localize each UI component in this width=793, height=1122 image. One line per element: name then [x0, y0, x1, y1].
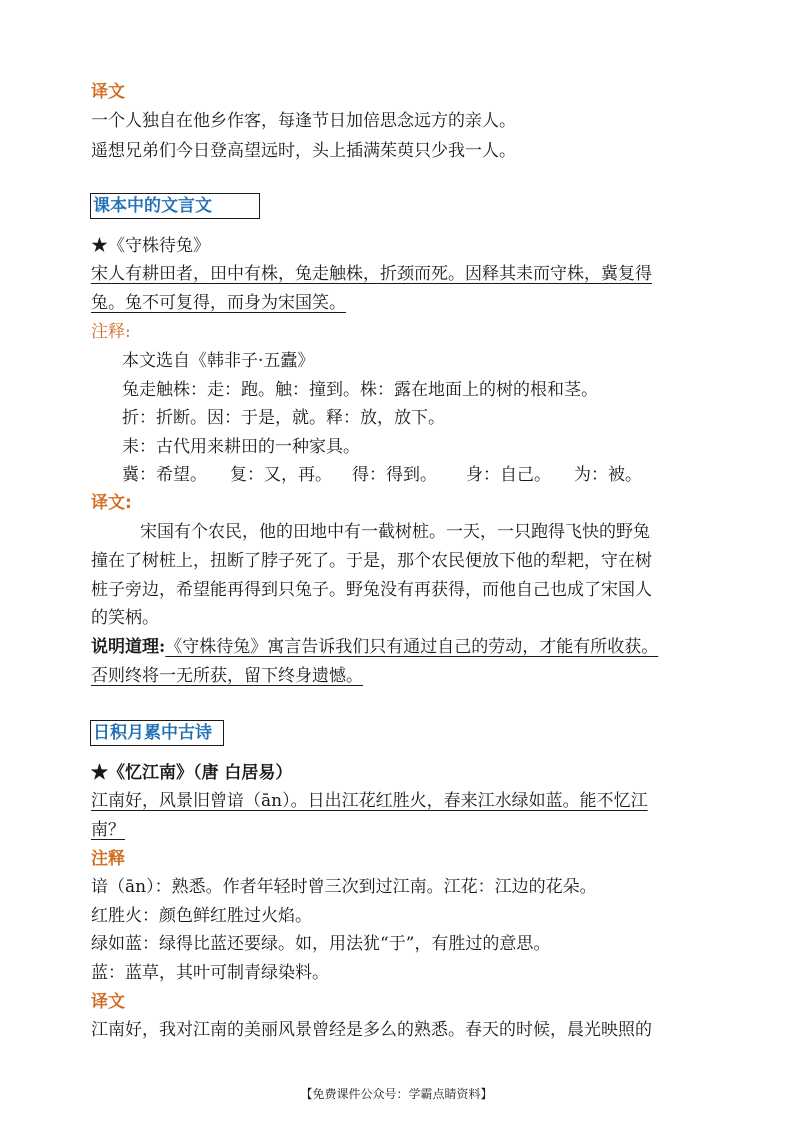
note-line: 蓝：蓝草，其叶可制青绿染料。: [91, 963, 329, 983]
note-line: 耒：古代用来耕田的一种家具。: [122, 437, 360, 457]
translation-line: 宋国有个农民，他的田地中有一截树桩。一天，一只跑得飞快的野兔: [140, 522, 650, 542]
fable-text-line: 宋人有耕田者，田中有株，兔走触株，折颈而死。因释其耒而守株，冀复得: [91, 264, 652, 284]
note-line: 本文选自《韩非子·五蠹》: [122, 351, 315, 371]
translation-heading: 译文: [91, 992, 125, 1012]
note-line: 绿如蓝：绿得比蓝还要绿。如，用法犹“于”，有胜过的意思。: [91, 934, 551, 954]
note-line: 红胜火：颜色鲜红胜过火焰。: [91, 906, 312, 926]
moral-line: 否则终将一无所获，留下终身遗憾。: [91, 666, 363, 686]
moral-line: [91, 635, 658, 659]
section-title-box: 课本中的文言文: [90, 193, 260, 219]
gloss-item: 身：自己。: [466, 465, 551, 485]
fable-text-line: 兔。兔不可复得，而身为宋国笑。: [91, 293, 346, 313]
translation-line: 江南好，我对江南的美丽风景曾经是多么的熟悉。春天的时候，晨光映照的: [91, 1020, 652, 1040]
note-line: 兔走触株：走：跑。触：撞到。株：露在地面上的树的根和茎。: [122, 380, 598, 400]
footer-text: 【免费课件公众号：学霸点睛资料】: [300, 1087, 493, 1101]
notes-heading: 注释:: [91, 322, 131, 342]
fable-title: ★《守株待兔》: [91, 236, 210, 256]
gloss-row: [122, 463, 642, 487]
note-line: 谙（ān）：熟悉。作者年轻时曾三次到过江南。江花：江边的花朵。: [91, 877, 597, 897]
gloss-item: 得：得到。: [352, 465, 437, 485]
translation-line: 遥想兄弟们今日登高望远时，头上插满茱萸只少我一人。: [91, 141, 516, 161]
gloss-item: 为：被。: [574, 465, 642, 485]
translation-heading: 译文:: [91, 493, 132, 513]
gloss-item: 冀：希望。: [122, 465, 207, 485]
translation-line: 的笑柄。: [91, 608, 159, 628]
poem-text-line: 南？: [91, 820, 125, 840]
translation-line: 撞在了树桩上，扭断了脖子死了。于是，那个农民便放下他的犁耙，守在树: [91, 551, 652, 571]
moral-label: 说明道理:: [91, 637, 166, 657]
poem-text-line: 江南好，风景旧曾谙（ān）。日出江花红胜火，春来江水绿如蓝。能不忆江: [91, 791, 648, 811]
moral-text: 《守株待兔》寓言告诉我们只有通过自己的劳动，才能有所收获。: [165, 637, 659, 657]
poem-title: ★《忆江南》（唐 白居易）: [91, 763, 293, 783]
notes-heading: 注释: [91, 849, 125, 869]
translation-line: 一个人独自在他乡作客，每逢节日加倍思念远方的亲人。: [91, 111, 516, 131]
section-title-box: 日积月累中古诗: [90, 720, 224, 746]
gloss-item: 复：又，再。: [230, 465, 332, 485]
note-line: 折：折断。因：于是，就。释：放，放下。: [122, 408, 445, 428]
translation-heading: 译文: [91, 82, 125, 102]
translation-line: 桩子旁边，希望能再得到只兔子。野兔没有再获得，而他自己也成了宋国人: [91, 580, 652, 600]
